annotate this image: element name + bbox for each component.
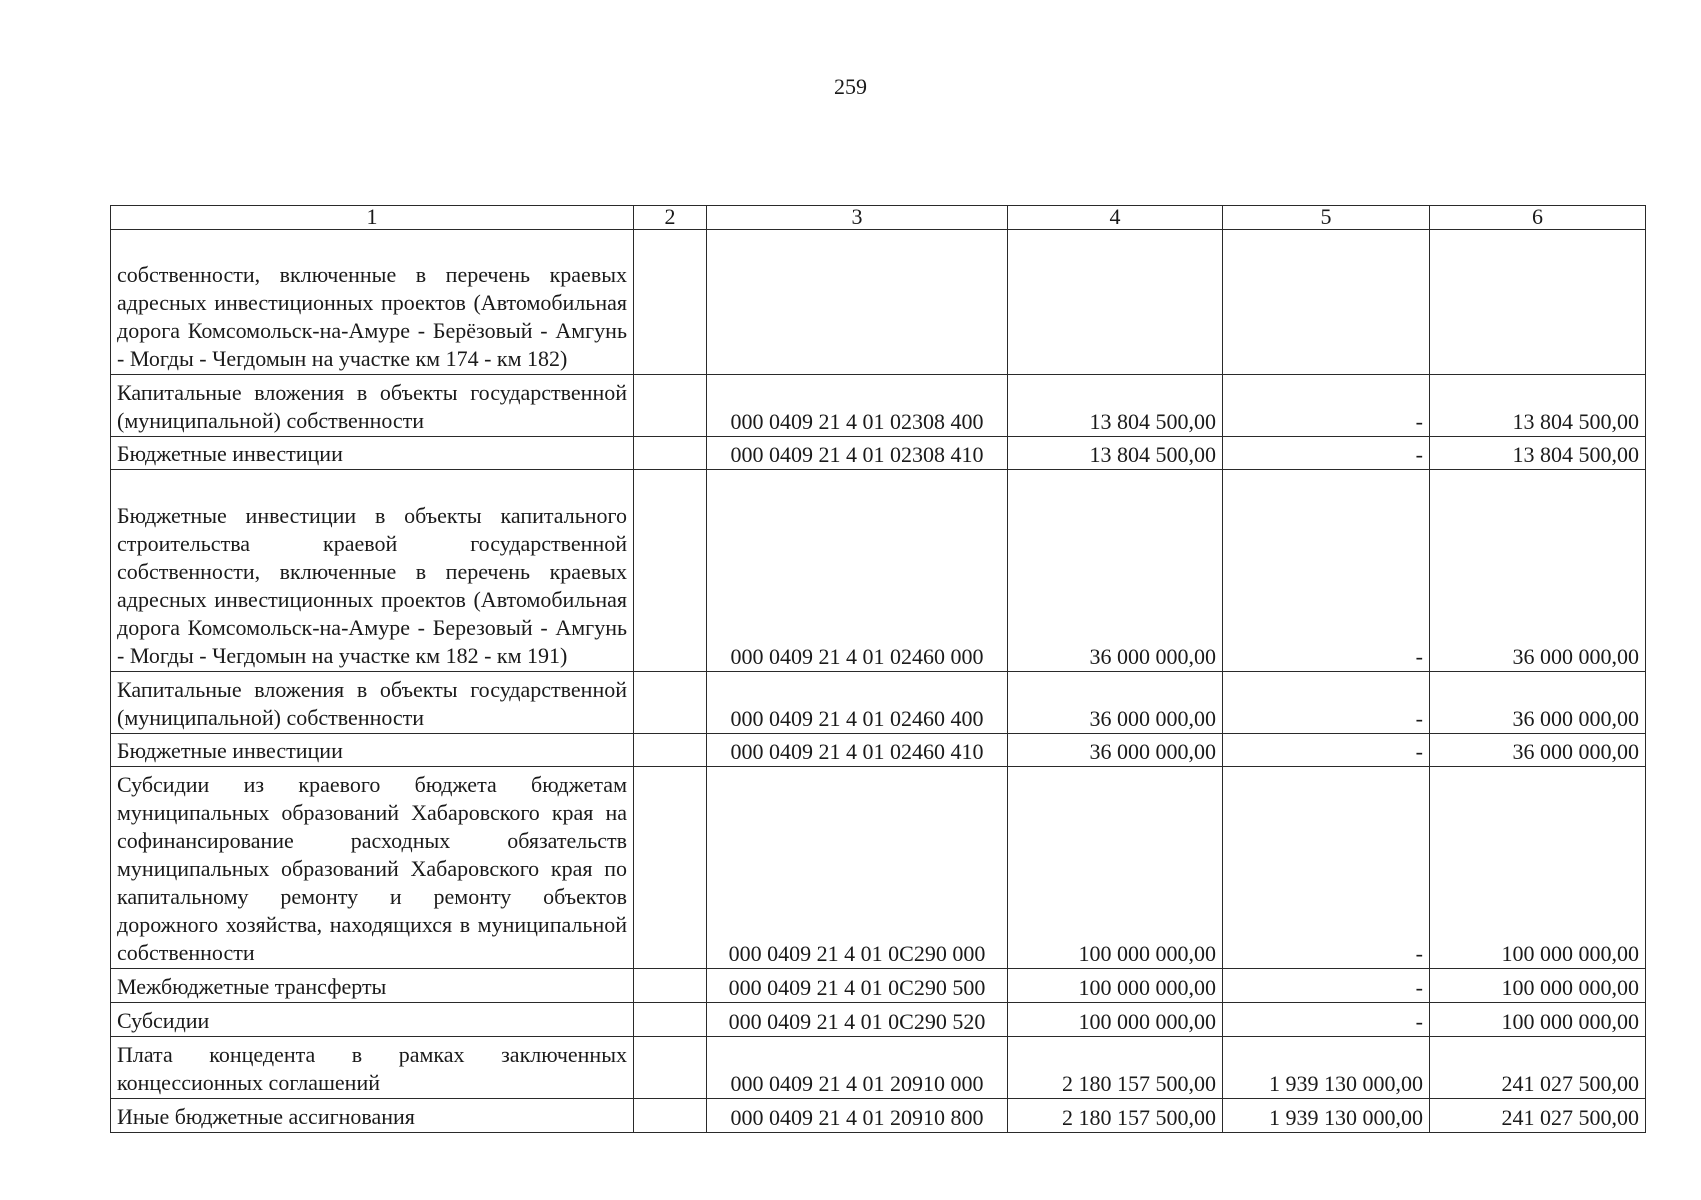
column-header: 3 (707, 206, 1008, 230)
table-row (111, 230, 1646, 375)
row-code-cell: 000 0409 21 4 01 02460 400 (707, 672, 1008, 734)
row-col6-cell: 36 000 000,00 (1430, 734, 1646, 767)
row-code-cell: 000 0409 21 4 01 20910 000 (707, 1037, 1008, 1099)
row-code-cell: 000 0409 21 4 01 02308 410 (707, 437, 1008, 470)
row-col6-cell: 100 000 000,00 (1430, 1003, 1646, 1037)
row-col2-cell (634, 375, 707, 437)
row-col2-cell (634, 1003, 707, 1037)
row-code-cell: 000 0409 21 4 01 20910 800 (707, 1099, 1008, 1133)
column-header: 6 (1430, 206, 1646, 230)
row-col6-cell: 36 000 000,00 (1430, 672, 1646, 734)
row-col4-cell: 36 000 000,00 (1008, 734, 1223, 767)
row-col2-cell (634, 230, 707, 375)
row-col5-cell: - (1223, 437, 1430, 470)
row-col5-cell: - (1223, 470, 1430, 672)
row-col2-cell (634, 1037, 707, 1099)
header-row (111, 206, 1646, 230)
row-name-cell: Бюджетные инвестиции (111, 734, 634, 767)
column-header: 1 (111, 206, 634, 230)
row-col6-cell: 13 804 500,00 (1430, 437, 1646, 470)
row-col6-cell: 100 000 000,00 (1430, 969, 1646, 1003)
row-name-cell: Иные бюджетные ассигнования (111, 1099, 634, 1133)
row-col5-cell (1223, 230, 1430, 375)
row-name-cell: Капитальные вложения в объекты государственной (муниципальной) собственности (111, 375, 634, 437)
row-col6-cell: 241 027 500,00 (1430, 1099, 1646, 1133)
row-col4-cell: 100 000 000,00 (1008, 969, 1223, 1003)
row-col5-cell: - (1223, 375, 1430, 437)
table-row (111, 1003, 1646, 1037)
row-col4-cell: 13 804 500,00 (1008, 437, 1223, 470)
row-name-cell: Субсидии из краевого бюджета бюджетам муниципальных образований Хабаровского края на софинансирование расходных обязательств муниципальных образований Хабаровского края по капитальному ремонту и ремонту объектов дорожного хозяйства, находящихся в муниципальной собственности (111, 767, 634, 969)
row-col4-cell (1008, 230, 1223, 375)
row-code-cell: 000 0409 21 4 01 02460 410 (707, 734, 1008, 767)
row-name-cell: Бюджетные инвестиции (111, 437, 634, 470)
row-name-cell: Бюджетные инвестиции в объекты капитального строительства краевой государственной собственности, включенные в перечень краевых адресных инвестиционных проектов (Автомобильная дорога Комсомольск-на-Амуре - Березовый - Амгунь - Могды - Чегдомын на участке км 182 - км 191) (111, 470, 634, 672)
table-row (111, 969, 1646, 1003)
row-col2-cell (634, 734, 707, 767)
row-col4-cell: 100 000 000,00 (1008, 1003, 1223, 1037)
column-header: 4 (1008, 206, 1223, 230)
table-row (111, 672, 1646, 734)
row-code-cell (707, 230, 1008, 375)
row-name-cell: Капитальные вложения в объекты государственной (муниципальной) собственности (111, 672, 634, 734)
row-col5-cell: - (1223, 969, 1430, 1003)
row-name-cell: Субсидии (111, 1003, 634, 1037)
row-col4-cell: 2 180 157 500,00 (1008, 1037, 1223, 1099)
row-col5-cell: - (1223, 1003, 1430, 1037)
row-col6-cell (1430, 230, 1646, 375)
row-col5-cell: - (1223, 767, 1430, 969)
table-row (111, 767, 1646, 969)
row-col2-cell (634, 437, 707, 470)
row-col5-cell: - (1223, 672, 1430, 734)
row-name-cell: Плата концедента в рамках заключенных концессионных соглашений (111, 1037, 634, 1099)
row-col2-cell (634, 767, 707, 969)
row-col6-cell: 100 000 000,00 (1430, 767, 1646, 969)
table-row (111, 375, 1646, 437)
row-col5-cell: - (1223, 734, 1430, 767)
table-row (111, 437, 1646, 470)
row-col2-cell (634, 672, 707, 734)
row-code-cell: 000 0409 21 4 01 0С290 500 (707, 969, 1008, 1003)
row-code-cell: 000 0409 21 4 01 02460 000 (707, 470, 1008, 672)
row-name-cell: Межбюджетные трансферты (111, 969, 634, 1003)
page-number: 259 (834, 74, 867, 99)
row-col4-cell: 2 180 157 500,00 (1008, 1099, 1223, 1133)
row-code-cell: 000 0409 21 4 01 0С290 000 (707, 767, 1008, 969)
row-code-cell: 000 0409 21 4 01 0С290 520 (707, 1003, 1008, 1037)
row-col2-cell (634, 470, 707, 672)
table-row (111, 470, 1646, 672)
column-header: 2 (634, 206, 707, 230)
row-col4-cell: 36 000 000,00 (1008, 470, 1223, 672)
table-row (111, 1037, 1646, 1099)
row-col6-cell: 13 804 500,00 (1430, 375, 1646, 437)
row-col6-cell: 36 000 000,00 (1430, 470, 1646, 672)
row-col4-cell: 13 804 500,00 (1008, 375, 1223, 437)
table-row (111, 1099, 1646, 1133)
row-col4-cell: 100 000 000,00 (1008, 767, 1223, 969)
row-name-cell: собственности, включенные в перечень краевых адресных инвестиционных проектов (Автомобильная дорога Комсомольск-на-Амуре - Берёзовый - Амгунь - Могды - Чегдомын на участке км 174 - км 182) (111, 230, 634, 375)
row-col2-cell (634, 969, 707, 1003)
row-code-cell: 000 0409 21 4 01 02308 400 (707, 375, 1008, 437)
table-row (111, 734, 1646, 767)
row-col4-cell: 36 000 000,00 (1008, 672, 1223, 734)
row-col2-cell (634, 1099, 707, 1133)
row-col6-cell: 241 027 500,00 (1430, 1037, 1646, 1099)
budget-table (110, 205, 1646, 1133)
row-col5-cell: 1 939 130 000,00 (1223, 1037, 1430, 1099)
row-col5-cell: 1 939 130 000,00 (1223, 1099, 1430, 1133)
column-header: 5 (1223, 206, 1430, 230)
